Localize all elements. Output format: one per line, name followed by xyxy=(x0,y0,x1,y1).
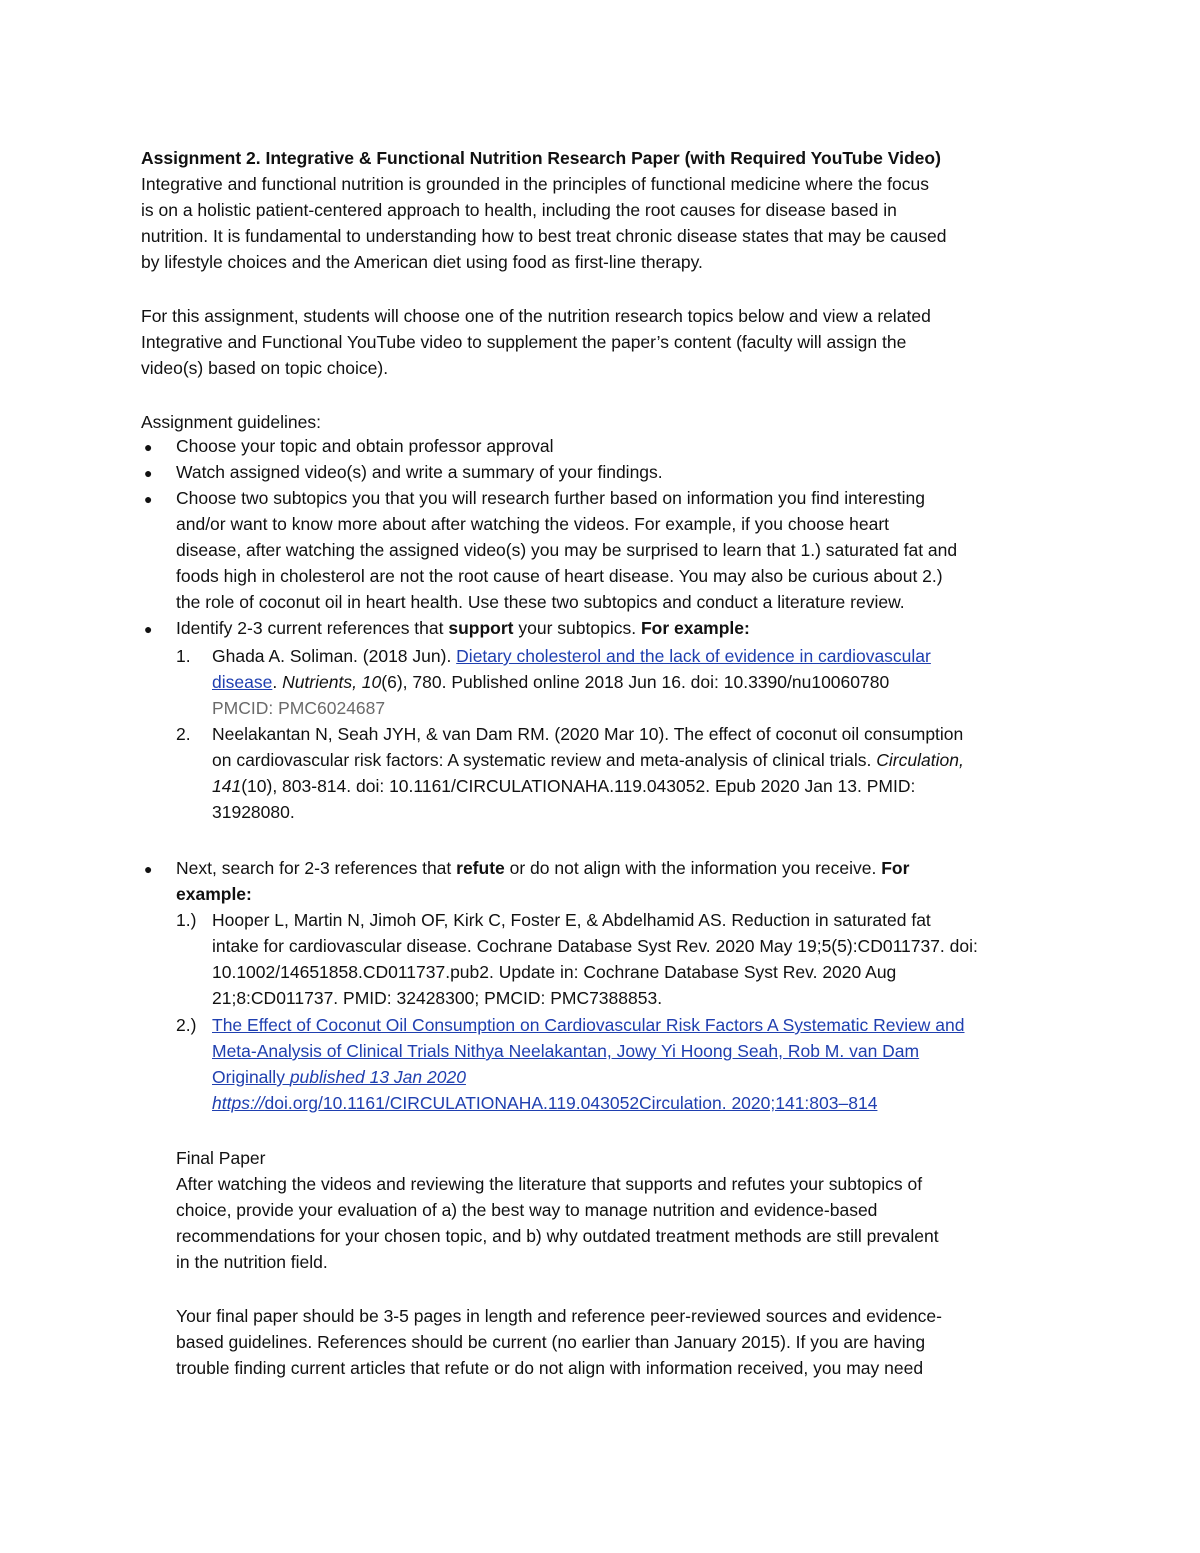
reference-line: 10.1002/14651858.CD011737.pub2. Update in: Cochrane Database Syst Rev. 2020 Aug xyxy=(212,962,897,982)
instructions-line: Integrative and Functional YouTube video to supplement the paper’s content (faculty will assign the xyxy=(141,332,907,352)
reference-link[interactable]: Dietary cholesterol and the lack of evidence in cardiovascular xyxy=(456,646,931,666)
final-paper-heading: Final Paper xyxy=(176,1148,266,1168)
intro-line: is on a holistic patient-centered approach to health, including the root causes for disease based in xyxy=(141,200,897,220)
final-paper-line: based guidelines. References should be current (no earlier than January 2015). If you are having xyxy=(176,1332,926,1352)
reference-line: intake for cardiovascular disease. Cochrane Database Syst Rev. 2020 May 19;5(5):CD011737. doi: xyxy=(212,936,978,956)
final-paper-line: trouble finding current articles that refute or do not align with information received, you may need xyxy=(176,1358,924,1378)
guideline-item: foods high in cholesterol are not the root cause of heart disease. You may also be curious about 2.) xyxy=(176,566,943,586)
list-number: 2. xyxy=(176,724,191,744)
final-paper-line: recommendations for your chosen topic, and b) why outdated treatment methods are still prevalent xyxy=(176,1226,939,1246)
bullet-icon: ● xyxy=(144,491,153,507)
guideline-item: Choose your topic and obtain professor approval xyxy=(176,436,554,456)
reference-link[interactable]: Originally published 13 Jan 2020 xyxy=(212,1067,466,1087)
reference-link[interactable]: The Effect of Coconut Oil Consumption on Cardiovascular Risk Factors A Systematic Review and xyxy=(212,1015,965,1035)
bullet-icon: ● xyxy=(144,439,153,455)
instructions-line: For this assignment, students will choose one of the nutrition research topics below and view a related xyxy=(141,306,931,326)
final-paper-line: choice, provide your evaluation of a) the best way to manage nutrition and evidence-based xyxy=(176,1200,878,1220)
reference-link[interactable]: Meta-Analysis of Clinical Trials Nithya Neelakantan, Jowy Yi Hoong Seah, Rob M. van Dam xyxy=(212,1041,920,1061)
bullet-icon: ● xyxy=(144,861,153,877)
reference-line: 141(10), 803-814. doi: 10.1161/CIRCULATIONAHA.119.043052. Epub 2020 Jan 13. PMID: xyxy=(212,776,916,796)
reference-link[interactable]: disease xyxy=(212,672,273,692)
bullet-icon: ● xyxy=(144,621,153,637)
guideline-item: and/or want to know more about after watching the videos. For example, if you choose heart xyxy=(176,514,890,534)
list-number: 1. xyxy=(176,646,191,666)
guideline-item: Identify 2-3 current references that support your subtopics. For example: xyxy=(176,618,750,638)
bullet-icon: ● xyxy=(144,465,153,481)
reference-line: 21;8:CD011737. PMID: 32428300; PMCID: PMC7388853. xyxy=(212,988,663,1008)
intro-line: Integrative and functional nutrition is grounded in the principles of functional medicine where the focus xyxy=(141,174,929,194)
guidelines-heading: Assignment guidelines: xyxy=(141,412,321,432)
intro-line: nutrition. It is fundamental to understanding how to best treat chronic disease states that may be caused xyxy=(141,226,947,246)
reference-pmcid: PMCID: PMC6024687 xyxy=(212,698,386,718)
guideline-item: Next, search for 2-3 references that refute or do not align with the information you receive. For xyxy=(176,858,910,878)
guideline-item: the role of coconut oil in heart health. Use these two subtopics and conduct a literature review. xyxy=(176,592,905,612)
list-number: 2.) xyxy=(176,1015,197,1035)
list-number: 1.) xyxy=(176,910,197,930)
guideline-item: example: xyxy=(176,884,252,904)
doi-link[interactable]: https://doi.org/10.1161/CIRCULATIONAHA.119.043052Circulation. 2020;141:803–814 xyxy=(212,1093,878,1113)
reference-line: Neelakantan N, Seah JYH, & van Dam RM. (2020 Mar 10). The effect of coconut oil consumption xyxy=(212,724,964,744)
reference-line: Hooper L, Martin N, Jimoh OF, Kirk C, Foster E, & Abdelhamid AS. Reduction in saturated fat xyxy=(212,910,931,930)
reference-line: Ghada A. Soliman. (2018 Jun). Dietary cholesterol and the lack of evidence in cardiovascular xyxy=(212,646,931,666)
final-paper-line: Your final paper should be 3-5 pages in length and reference peer-reviewed sources and evidence- xyxy=(176,1306,942,1326)
guideline-item: Watch assigned video(s) and write a summary of your findings. xyxy=(176,462,663,482)
final-paper-line: After watching the videos and reviewing the literature that supports and refutes your subtopics of xyxy=(176,1174,923,1194)
guideline-item: Choose two subtopics you that you will research further based on information you find interesting xyxy=(176,488,926,508)
reference-line: on cardiovascular risk factors: A systematic review and meta-analysis of clinical trials. Circulation, xyxy=(212,750,964,770)
guideline-item: disease, after watching the assigned video(s) you may be surprised to learn that 1.) saturated fat and xyxy=(176,540,958,560)
reference-line: disease. Nutrients, 10(6), 780. Published online 2018 Jun 16. doi: 10.3390/nu10060780 xyxy=(212,672,890,692)
reference-line: 31928080. xyxy=(212,802,295,822)
instructions-line: video(s) based on topic choice). xyxy=(141,358,389,378)
assignment-title: Assignment 2. Integrative & Functional Nutrition Research Paper (with Required YouTube Video) xyxy=(141,148,941,168)
intro-line: by lifestyle choices and the American diet using food as first-line therapy. xyxy=(141,252,703,272)
final-paper-line: in the nutrition field. xyxy=(176,1252,328,1272)
